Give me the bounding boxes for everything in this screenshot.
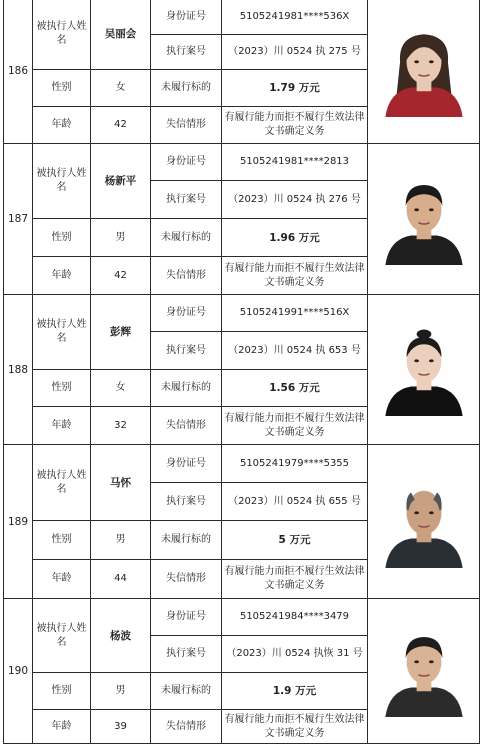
id-label: 身份证号 xyxy=(151,0,222,35)
record-row xyxy=(4,0,480,35)
id-label: 身份证号 xyxy=(151,445,222,483)
record-number: 190 xyxy=(4,599,33,744)
situation-value: 有履行能力而拒不履行生效法律文书确定义务 xyxy=(222,710,368,744)
situation-value: 有履行能力而拒不履行生效法律文书确定义务 xyxy=(222,407,368,445)
amount-value: 1.9 万元 xyxy=(222,673,368,710)
id-label: 身份证号 xyxy=(151,599,222,636)
situation-value: 有履行能力而拒不履行生效法律文书确定义务 xyxy=(222,560,368,599)
gender-label: 性别 xyxy=(33,370,91,407)
age-value: 44 xyxy=(91,560,151,599)
debtor-table xyxy=(3,0,480,744)
gender-value: 男 xyxy=(91,673,151,710)
gender-value: 女 xyxy=(91,370,151,407)
debtor-name: 吴丽会 xyxy=(91,0,151,70)
name-label: 被执行人姓名 xyxy=(33,445,91,521)
portrait-photo xyxy=(368,599,480,744)
id-label: 身份证号 xyxy=(151,295,222,332)
name-label: 被执行人姓名 xyxy=(33,144,91,219)
name-label: 被执行人姓名 xyxy=(33,295,91,370)
situation-value: 有履行能力而拒不履行生效法律文书确定义务 xyxy=(222,257,368,295)
case-number: （2023）川 0524 执恢 31 号 xyxy=(222,636,368,673)
debtor-name: 彭辉 xyxy=(91,295,151,370)
case-number: （2023）川 0524 执 276 号 xyxy=(222,181,368,219)
amount-value: 1.56 万元 xyxy=(222,370,368,407)
gender-value: 女 xyxy=(91,70,151,107)
gender-value: 男 xyxy=(91,521,151,560)
age-label: 年龄 xyxy=(33,407,91,445)
portrait-photo xyxy=(368,144,480,295)
record-number: 188 xyxy=(4,295,33,445)
portrait-photo xyxy=(368,0,480,144)
female-portrait-icon xyxy=(374,25,474,117)
gender-value: 男 xyxy=(91,219,151,257)
age-label: 年龄 xyxy=(33,560,91,599)
case-label: 执行案号 xyxy=(151,35,222,70)
case-number: （2023）川 0524 执 275 号 xyxy=(222,35,368,70)
id-number: 5105241979****5355 xyxy=(222,445,368,483)
portrait-photo xyxy=(368,445,480,599)
portrait-photo xyxy=(368,295,480,445)
age-value: 42 xyxy=(91,257,151,295)
amount-value: 5 万元 xyxy=(222,521,368,560)
amount-value: 1.79 万元 xyxy=(222,70,368,107)
amount-label: 未履行标的 xyxy=(151,370,222,407)
amount-label: 未履行标的 xyxy=(151,521,222,560)
record-number: 187 xyxy=(4,144,33,295)
id-number: 5105241984****3479 xyxy=(222,599,368,636)
age-label: 年龄 xyxy=(33,107,91,144)
id-label: 身份证号 xyxy=(151,144,222,181)
age-value: 39 xyxy=(91,710,151,744)
case-label: 执行案号 xyxy=(151,332,222,370)
record-row xyxy=(4,295,480,332)
debtor-name: 马怀 xyxy=(91,445,151,521)
situation-label: 失信情形 xyxy=(151,407,222,445)
age-value: 42 xyxy=(91,107,151,144)
age-label: 年龄 xyxy=(33,257,91,295)
id-number: 5105241981****536X xyxy=(222,0,368,35)
male-portrait-icon xyxy=(374,625,474,717)
name-label: 被执行人姓名 xyxy=(33,0,91,70)
situation-value: 有履行能力而拒不履行生效法律文书确定义务 xyxy=(222,107,368,144)
situation-label: 失信情形 xyxy=(151,257,222,295)
age-value: 32 xyxy=(91,407,151,445)
situation-label: 失信情形 xyxy=(151,710,222,744)
case-label: 执行案号 xyxy=(151,483,222,521)
gender-label: 性别 xyxy=(33,521,91,560)
record-number: 189 xyxy=(4,445,33,599)
debtor-name: 杨波 xyxy=(91,599,151,673)
record-row xyxy=(4,599,480,636)
male-portrait-icon xyxy=(374,173,474,265)
case-number: （2023）川 0524 执 653 号 xyxy=(222,332,368,370)
case-number: （2023）川 0524 执 655 号 xyxy=(222,483,368,521)
situation-label: 失信情形 xyxy=(151,560,222,599)
amount-label: 未履行标的 xyxy=(151,673,222,710)
record-number: 186 xyxy=(4,0,33,144)
gender-label: 性别 xyxy=(33,673,91,710)
name-label: 被执行人姓名 xyxy=(33,599,91,673)
male-portrait-icon xyxy=(374,476,474,568)
id-number: 5105241981****2813 xyxy=(222,144,368,181)
gender-label: 性别 xyxy=(33,219,91,257)
case-label: 执行案号 xyxy=(151,181,222,219)
situation-label: 失信情形 xyxy=(151,107,222,144)
case-label: 执行案号 xyxy=(151,636,222,673)
record-row xyxy=(4,445,480,483)
amount-label: 未履行标的 xyxy=(151,219,222,257)
age-label: 年龄 xyxy=(33,710,91,744)
gender-label: 性别 xyxy=(33,70,91,107)
amount-label: 未履行标的 xyxy=(151,70,222,107)
female-portrait-icon xyxy=(374,324,474,416)
record-row xyxy=(4,144,480,181)
debtor-name: 杨新平 xyxy=(91,144,151,219)
amount-value: 1.96 万元 xyxy=(222,219,368,257)
id-number: 5105241991****516X xyxy=(222,295,368,332)
